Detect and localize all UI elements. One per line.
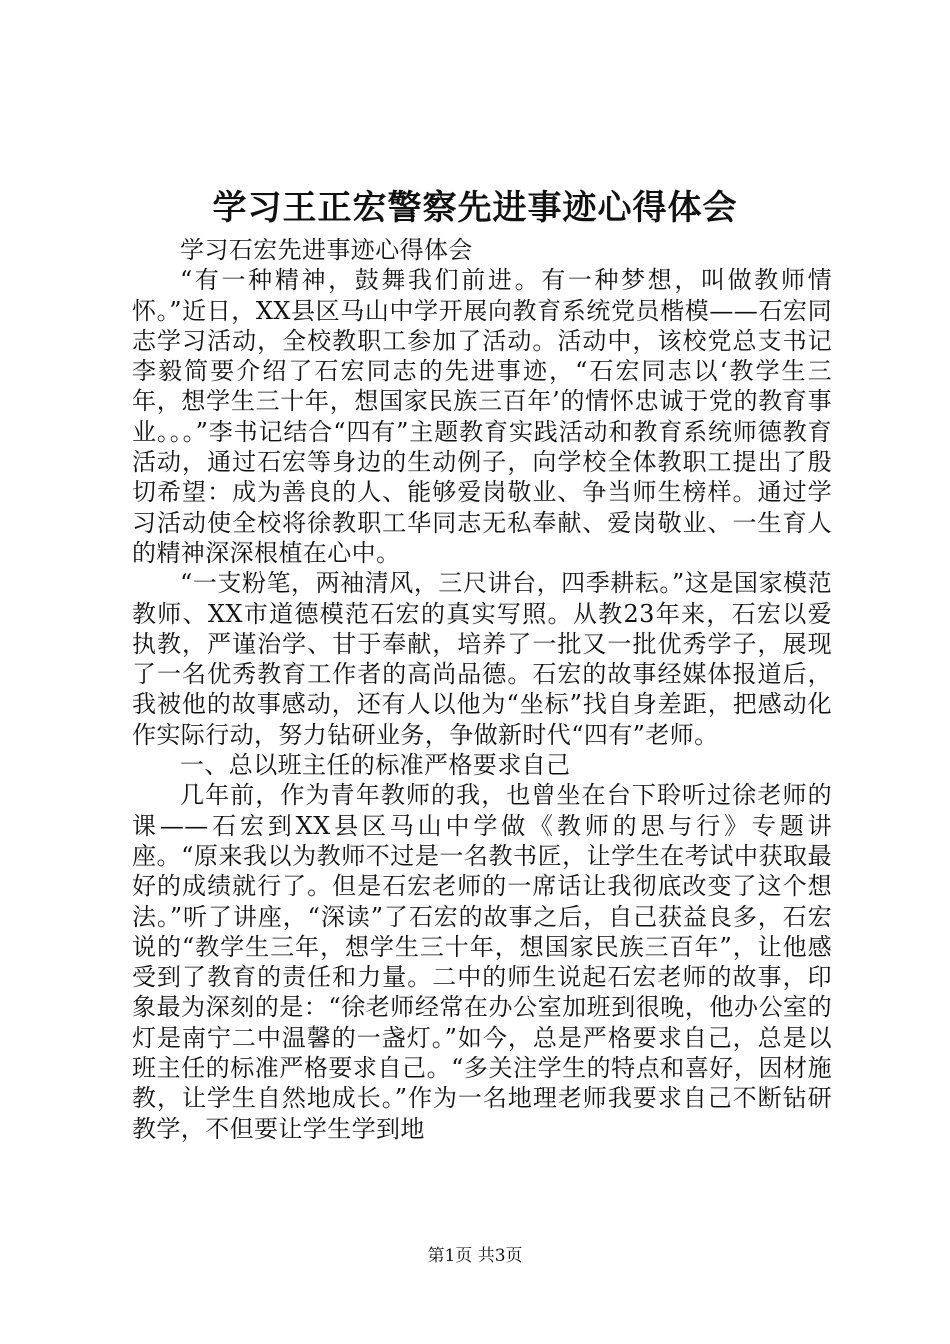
page-number-footer: 第1页 共3页 [427, 1246, 523, 1266]
body-paragraph: “一支粉笔，两袖清风，三尺讲台，四季耕耘。”这是国家模范教师、XX市道德模范石宏的真实写照。从教23年来，石宏以爱执教，严谨治学、甘于奉献，培养了一批又一批优秀学子，展现了一名优秀教育工作者的高尚品德。石宏的故事经媒体报道后，我被他的故事感动，还有人以他为“坐标”找自身差距，把感动化作实际行动，努力钻研业务，争做新时代“四有”老师。 [132, 569, 832, 749]
section-heading: 一、总以班主任的标准严格要求自己 [180, 751, 571, 780]
body-paragraph: “有一种精神，鼓舞我们前进。有一种梦想，叫做教师情怀。”近日，XX县区马山中学开展向教育系统党员楷模——石宏同志学习活动，全校教职工参加了活动。活动中，该校党总支书记李毅简要介绍了石宏同志的先进事迹，“石宏同志以‘教学生三年，想学生三十年，想国家民族三百年’的情怀忠诚于党的教育事业。。。”李书记结合“四有”主题教育实践活动和教育系统师德教育活动，通过石宏等身边的生动例子，向学校全体教职工提出了殷切希望：成为善良的人、能够爱岗敬业、争当师生榜样。通过学习活动使全校将徐教职工华同志无私奉献、爱岗敬业、一生育人的精神深深根植在心中。 [132, 266, 832, 567]
subtitle-paragraph: 学习石宏先进事迹心得体会 [180, 236, 473, 264]
document-title: 学习王正宏警察先进事迹心得体会 [212, 188, 738, 228]
body-paragraph: 几年前，作为青年教师的我，也曾坐在台下聆听过徐老师的课——石宏到XX县区马山中学做《教师的思与行》专题讲座。“原来我以为教师不过是一名教书匠，让学生在考试中获取最好的成绩就行了。但是石宏老师的一席话让我彻底改变了这个想法。”听了讲座，“深读”了石宏的故事之后，自己获益良多，石宏说的“教学生三年，想学生三十年，想国家民族三百年”，让他感受到了教育的责任和力量。二中的师生说起石宏老师的故事，印象最为深刻的是：“徐老师经常在办公室加班到很晚，他办公室的灯是南宁二中温馨的一盏灯。”如今，总是严格要求自己，总是以班主任的标准严格要求自己。“多关注学生的特点和喜好，因材施教，让学生自然地成长。”作为一名地理老师我要求自己不断钻研教学，不但要让学生学到地 [132, 781, 832, 1143]
document-body [132, 235, 832, 1144]
